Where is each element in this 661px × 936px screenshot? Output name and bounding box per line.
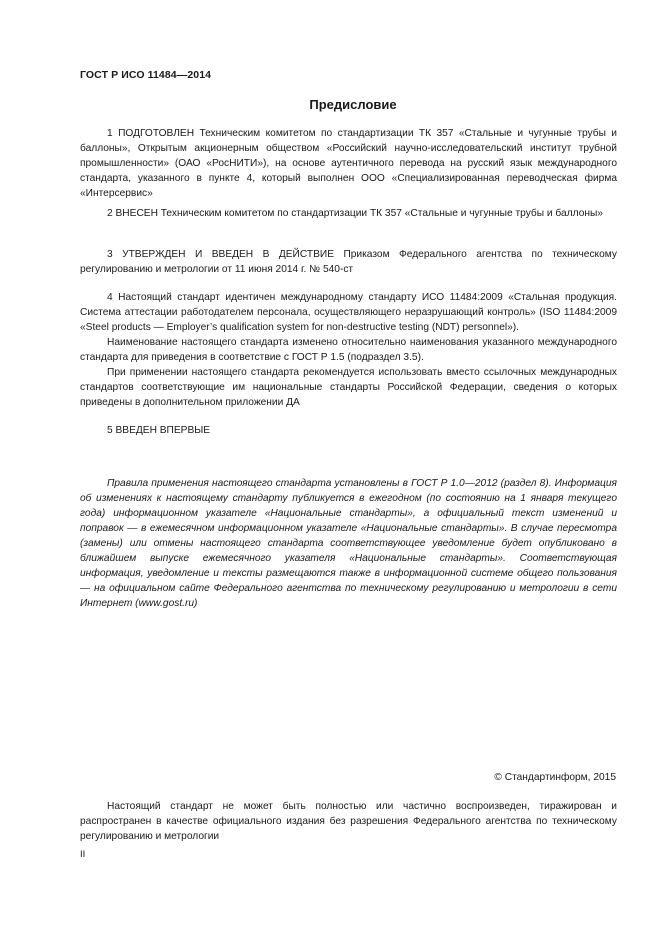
section-5: [80, 423, 617, 438]
reproduction-notice-text: Настоящий стандарт не может быть полностью или частично воспроизведен, тиражирован и распространен в качестве официального издания без разрешения Федерального агентства по техническому регулированию и метрологии: [80, 801, 617, 842]
section-5-text: 5 ВВЕДЕН ВПЕРВЫЕ: [107, 425, 211, 436]
section-2: [80, 206, 617, 221]
section-2-text: 2 ВНЕСЕН Техническим комитетом по стандартизации ТК 357 «Стальные и чугунные трубы и баллоны»: [107, 208, 603, 219]
section-4-text: 4 Настоящий стандарт идентичен международному стандарту ИСО 11484:2009 «Стальная продукция. Система аттестации работодателем персонала, осуществляющего неразрушающий контроль» (ISO 11484:2009 «Steel products — Employer’s qualification system for non-destructive testing (NDT) personnel»).: [80, 292, 617, 333]
note-text: Правила применения настоящего стандарта установлены в ГОСТ Р 1.0—2012 (раздел 8). Информация об изменениях к настоящему стандарту публикуется в ежегодном (по состоянию на 1 января текущего года) информационном указателе «Национальные стандарты», а официальный текст изменений и поправок — в ежемесячном информационном указателе «Национальные стандарты». В случае пересмотра (замены) или отмены настоящего стандарта соответствующее уведомление будет опубликовано в ближайшем выпуске ежемесячного указателя «Национальные стандарты». Соответствующая информация, уведомление и тексты размещаются также в информационной системе общего пользования — на официальном сайте Федерального агентства по техническому регулированию и метрологии в сети Интернет (www.gost.ru): [80, 478, 617, 609]
section-4-references: При применении настоящего стандарта рекомендуется использовать вместо ссылочных международных стандартов соответствующие им национальные стандарты Российской Федерации, сведения о которых приведены в дополнительном приложении ДА: [80, 367, 617, 408]
document-header: ГОСТ Р ИСО 11484—2014: [80, 69, 212, 81]
page-number: II: [80, 849, 86, 860]
reproduction-notice: [80, 799, 617, 844]
section-4: [80, 290, 617, 410]
section-1: [80, 126, 617, 201]
section-3: [80, 247, 617, 277]
page-title: Предисловие: [309, 97, 397, 112]
section-4-name-change: Наименование настоящего стандарта изменено относительно наименования указанного международного стандарта для приведения в соответствие с ГОСТ Р 1.5 (подраздел 3.5).: [80, 337, 617, 363]
application-rules-note: [80, 476, 617, 611]
section-3-text: 3 УТВЕРЖДЕН И ВВЕДЕН В ДЕЙСТВИЕ Приказом Федерального агентства по техническому регулированию и метрологии от 11 июня 2014 г. № 540-ст: [80, 249, 617, 275]
copyright: © Стандартинформ, 2015: [494, 772, 616, 783]
section-1-text: 1 ПОДГОТОВЛЕН Техническим комитетом по стандартизации ТК 357 «Стальные и чугунные трубы и баллоны», Открытым акционерным обществом «Российский научно-исследовательский институт трубной промышленности» (ОАО «РосНИТИ»), на основе аутентичного перевода на русский язык международного стандарта, указанного в пункте 4, который выполнен ООО «Специализированная переводческая фирма «Интерсервис»: [80, 128, 617, 199]
